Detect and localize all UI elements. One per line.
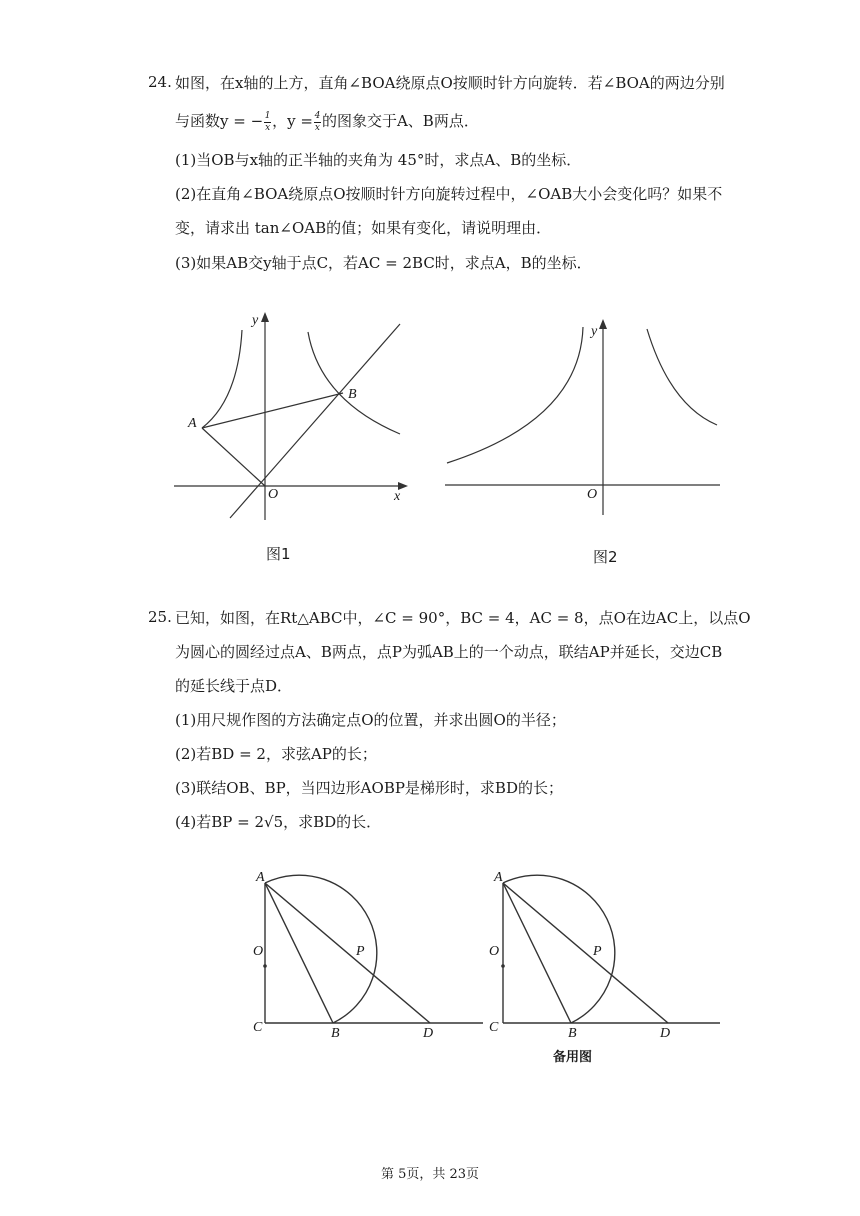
segment-ab xyxy=(503,883,571,1023)
label-y: y xyxy=(252,313,259,328)
curve-neg-1-over-x xyxy=(202,330,242,428)
curve-left xyxy=(447,327,583,463)
curve-right xyxy=(647,329,717,425)
label-p: P xyxy=(356,944,365,959)
line-oa xyxy=(202,428,265,486)
figure-1-caption: 图1 xyxy=(266,545,291,563)
question-24-part3: (3)如果AB交y轴于点C，若AC = 2BC时，求点A，B的坐标． xyxy=(175,254,592,272)
figure-25 xyxy=(245,865,485,1045)
question-25-number: 25. xyxy=(148,608,172,626)
center-dot-o xyxy=(263,964,267,968)
question-24-part2-line2: 变，请求出 tan∠OAB的值；如果有变化，请说明理由． xyxy=(175,219,552,237)
figure-2 xyxy=(445,315,720,520)
figure-25-spare xyxy=(483,865,723,1045)
center-dot-o xyxy=(501,964,505,968)
label-d: D xyxy=(423,1026,434,1041)
label-b: B xyxy=(568,1026,577,1041)
question-24-stem-line1: 如图，在x轴的上方，直角∠BOA绕原点O按顺时针方向旋转．若∠BOA的两边分别 xyxy=(175,74,725,92)
label-b: B xyxy=(348,387,357,402)
label-a: A xyxy=(494,870,503,885)
y-axis-arrow-icon xyxy=(599,319,607,329)
label-o: O xyxy=(253,944,264,959)
label-y: y xyxy=(591,324,598,339)
question-24-stem-line2 xyxy=(175,111,479,133)
figure-25-spare-caption: 备用图 xyxy=(553,1050,593,1065)
question-25-part2: (2)若BD = 2，求弦AP的长； xyxy=(175,745,377,763)
segment-ad xyxy=(265,883,430,1023)
question-25-part1: (1)用尺规作图的方法确定点O的位置，并求出圆O的半径； xyxy=(175,711,566,729)
question-25-stem-line3: 的延长线于点D． xyxy=(175,677,293,695)
label-x: x xyxy=(394,489,401,504)
question-24-number: 24. xyxy=(148,73,172,91)
fraction-neg-1-over-x: $\frac{1}{x}$ xyxy=(264,110,271,133)
label-a: A xyxy=(188,416,197,431)
label-a: A xyxy=(256,870,265,885)
question-25-stem-line1: 已知，如图，在Rt△ABC中，∠C = 90°，BC = 4，AC = 8，点O在边AC上，以点O xyxy=(175,609,751,627)
label-o: O xyxy=(489,944,500,959)
label-o: O xyxy=(268,487,279,502)
label-c: C xyxy=(253,1020,263,1035)
question-24-part1: (1)当OB与x轴的正半轴的夹角为 45°时，求点A、B的坐标． xyxy=(175,151,582,169)
label-o: O xyxy=(587,487,598,502)
label-d: D xyxy=(660,1026,671,1041)
figure-2-caption: 图2 xyxy=(593,548,618,566)
question-24-part2-line1: (2)在直角∠BOA绕原点O按顺时针方向旋转过程中，∠OAB大小会变化吗？如果不 xyxy=(175,185,723,203)
label-b: B xyxy=(331,1026,340,1041)
question-25-stem-line2: 为圆心的圆经过点A、B两点，点P为弧AB上的一个动点，联结AP并延长，交边CB xyxy=(175,643,723,661)
curve-4-over-x xyxy=(308,332,400,434)
page-footer: 第 5页，共 23页 xyxy=(380,1167,480,1182)
fraction-4-over-x: $\frac{4}{x}$ xyxy=(314,110,321,133)
q24-line2-part-c: 的图象交于A、B两点． xyxy=(321,112,479,130)
y-axis-arrow-icon xyxy=(261,312,269,322)
question-25-part4: (4)若BP = 2√5，求BD的长． xyxy=(175,813,382,831)
segment-ad xyxy=(503,883,668,1023)
segment-ab xyxy=(265,883,333,1023)
q24-line2-part-b: ，y = xyxy=(272,112,313,130)
figure-1 xyxy=(170,310,420,530)
label-c: C xyxy=(489,1020,499,1035)
label-p: P xyxy=(593,944,602,959)
question-25-part3: (3)联结OB、BP，当四边形AOBP是梯形时，求BD的长； xyxy=(175,779,563,797)
q24-line2-part-a: 与函数y = − xyxy=(175,112,264,130)
line-ab xyxy=(202,393,343,428)
